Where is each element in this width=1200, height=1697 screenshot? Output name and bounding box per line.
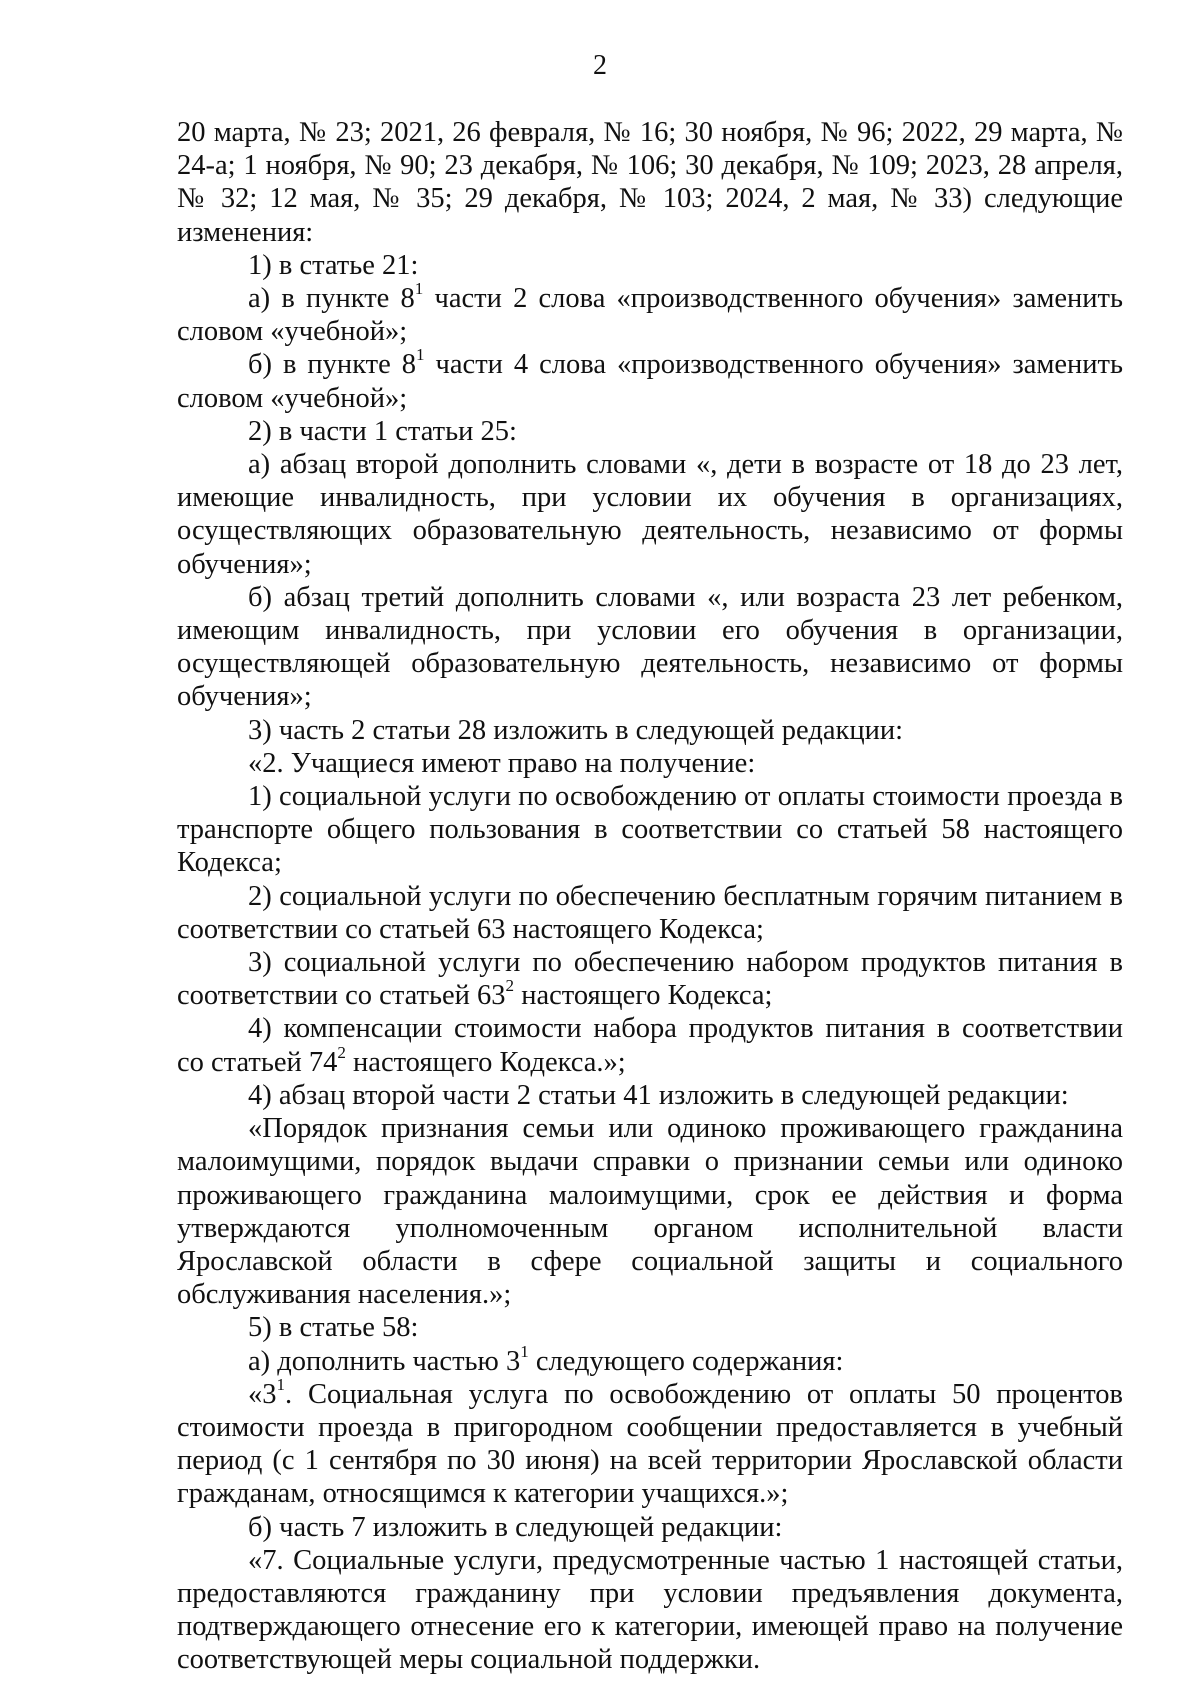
paragraph-text: «Порядок признания семьи или одиноко проживающего гражданина малоимущими, порядок выдачи справки о признании семьи или одиноко проживающего гражданина малоимущими, срок ее действия и форма утверждаются уполномоченным органом исполнительной власти Ярославской области в сфере социальной защиты и социального обслуживания населения.»; [177, 1113, 1123, 1311]
superscript-index: 1 [416, 345, 425, 365]
paragraph-text: б) в пункте 8 [248, 349, 417, 381]
paragraph [177, 747, 1123, 780]
paragraph [177, 780, 1123, 880]
paragraph [177, 279, 1123, 348]
paragraph-text: 5) в статье 58: [248, 1312, 419, 1344]
paragraph [177, 1012, 1123, 1078]
paragraph-text: 4) абзац второй части 2 статьи 41 изложить в следующей редакции: [248, 1079, 1069, 1111]
paragraph-text: 20 марта, № 23; 2021, 26 февраля, № 16; 30 ноября, № 96; 2022, 29 марта, № 24-а; 1 ноября, № 90; 23 декабря, № 106; 30 декабря, № 109; 2023, 28 апреля, № 32; 12 мая, № 35; 29 декабря, № 103; 2024, 2 мая, № 33) следующие изменения: [177, 117, 1123, 248]
paragraph-text: б) часть 7 изложить в следующей редакции: [248, 1511, 783, 1543]
paragraph [177, 581, 1123, 714]
superscript-index: 1 [276, 1374, 286, 1394]
paragraph-text: 3) социальной услуги по обеспечению набором продуктов питания в соответствии со статьей 63 [177, 947, 1123, 1012]
paragraph [177, 1544, 1123, 1677]
paragraph [177, 880, 1123, 946]
paragraph-text: 1) в статье 21: [248, 249, 419, 281]
paragraph [177, 249, 1123, 282]
paragraph-text: а) в пункте 8 [248, 283, 415, 315]
paragraph [177, 1112, 1123, 1311]
paragraph [177, 415, 1123, 448]
paragraph-text: . Социальная услуга по освобождению от оплаты 50 процентов стоимости проезда в пригородном сообщении предоставляется в учебный период (с 1 сентября по 30 июня) на всей территории Ярославской области гражданам, относящимся к категории учащихся.»; [177, 1378, 1123, 1510]
paragraph-text: 4) компенсации стоимости набора продуктов питания в соответствии со статьей 74 [177, 1013, 1123, 1078]
paragraph [177, 946, 1123, 1012]
paragraph [177, 1079, 1123, 1112]
page-number: 2 [593, 50, 607, 81]
paragraph-text: следующего содержания: [528, 1345, 844, 1377]
paragraph-text: настоящего Кодекса.»; [345, 1046, 626, 1078]
paragraph-text: части 4 слова «производственного обучения» заменить словом «учебной»; [177, 349, 1124, 414]
paragraph-text: 2) социальной услуги по обеспечению бесплатным горячим питанием в соответствии со статьей 63 настоящего Кодекса; [177, 880, 1123, 945]
paragraph [177, 1311, 1123, 1344]
paragraph [177, 345, 1124, 414]
superscript-index: 2 [337, 1042, 346, 1062]
paragraph-text: а) дополнить частью 3 [248, 1345, 521, 1377]
paragraph-text: части 2 слова «производственного обучения» заменить словом «учебной»; [177, 283, 1123, 348]
paragraph-text: «7. Социальные услуги, предусмотренные частью 1 настоящей статьи, предоставляются гражданину при условии предъявления документа, подтверждающего отнесение его к категории, имеющей право на получение соответствующей меры социальной поддержки. [177, 1544, 1123, 1676]
superscript-index: 1 [414, 279, 424, 299]
paragraph [177, 1511, 1123, 1544]
paragraph-text: «2. Учащиеся имеют право на получение: [248, 747, 756, 779]
paragraph [177, 1374, 1123, 1511]
superscript-index: 2 [505, 976, 515, 996]
document-body [177, 116, 1123, 1677]
paragraph-text: настоящего Кодекса; [514, 980, 773, 1012]
paragraph-text: а) абзац второй дополнить словами «, дети в возрасте от 18 до 23 лет, имеющие инвалидность, при условии их обучения в организациях, осуществляющих образовательную деятельность, независимо от формы обучения»; [177, 449, 1123, 580]
paragraph-text: «3 [248, 1378, 277, 1410]
paragraph [177, 116, 1123, 249]
paragraph-text: 2) в части 1 статьи 25: [248, 415, 517, 447]
paragraph-text: б) абзац третий дополнить словами «, или возраста 23 лет ребенком, имеющим инвалидность, при условии его обучения в организации, осуществляющей образовательную деятельность, независимо от формы обучения»; [177, 581, 1123, 713]
paragraph [177, 1341, 1123, 1378]
paragraph [177, 714, 1123, 747]
superscript-index: 1 [520, 1341, 529, 1361]
paragraph-text: 3) часть 2 статьи 28 изложить в следующей редакции: [248, 714, 903, 746]
paragraph [177, 448, 1123, 581]
paragraph-text: 1) социальной услуги по освобождению от оплаты стоимости проезда в транспорте общего пользования в соответствии со статьей 58 настоящего Кодекса; [177, 781, 1123, 879]
